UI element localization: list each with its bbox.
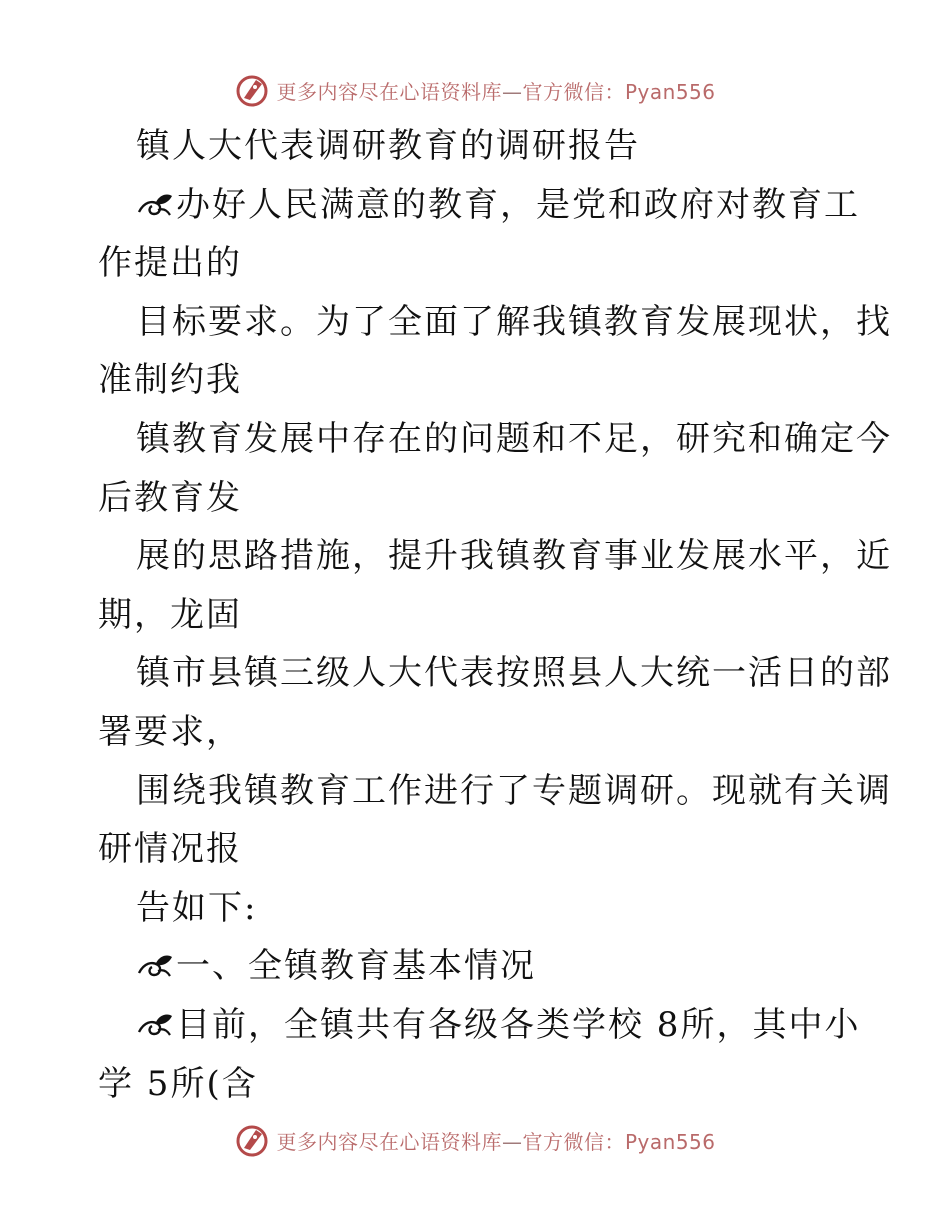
document-line-text: 期，龙固 [98,594,242,635]
document-line [98,595,242,635]
document-line-text: 围绕我镇教育工作进行了专题调研。现就有关调 [136,770,892,811]
document-line-text: 目前，全镇共有各级各类学校 8所，其中小 [176,1005,861,1045]
document-line-text: 署要求， [98,712,242,752]
document-line-text: 镇教育发展中存在的问题和不足，研究和确定今 [136,419,892,459]
watermark-text [276,1126,715,1155]
document-line-text: 告如下: [136,887,258,928]
document-line [136,419,892,459]
document-line [98,712,242,752]
document-line [136,888,257,928]
watermark-wechat-label: 官方微信： [522,1129,625,1154]
watermark-wechat-label: 官方微信： [522,79,625,104]
document-line-text: 准制约我 [98,360,242,401]
document-line [136,536,892,576]
document-line [136,946,536,986]
document-line-text: 学 5所(含 [98,1063,258,1104]
footer-watermark [0,1120,950,1160]
document-line [136,126,640,166]
document-line-text: 目标要求。为了全面了解我镇教育发展现状，找 [136,301,892,342]
leaf-swirl-bullet-icon [136,190,174,220]
document-line [136,771,892,811]
document-line-text: 镇人大代表调研教育的调研报告 [136,126,640,166]
watermark-wechat-id: Pyan556 [624,1129,716,1154]
watermark-wechat-id: Pyan556 [624,79,716,104]
watermark-separator: — [501,79,523,104]
document-line-text: 研情况报 [98,829,242,870]
document-line [98,1064,258,1104]
pen-nib-logo-icon [234,1122,270,1158]
document-line [98,829,242,869]
watermark-separator: — [501,1129,523,1154]
document-line [98,478,242,518]
document-line-text: 作提出的 [98,243,242,284]
document-line-text: 一、全镇教育基本情况 [176,946,536,987]
leaf-swirl-bullet-icon [136,1010,174,1040]
document-line [136,302,892,342]
document-line [136,653,892,693]
watermark-brand: 更多内容尽在心语资料库 [276,1129,502,1154]
document-line [136,1005,860,1045]
document-line [98,243,242,283]
document-line-text: 后教育发 [98,477,242,518]
document-line-text: 展的思路措施，提升我镇教育事业发展水平，近 [136,536,892,577]
document-line [136,185,860,225]
watermark-brand: 更多内容尽在心语资料库 [276,79,502,104]
document-line [98,360,242,400]
document-line-text: 办好人民满意的教育，是党和政府对教育工 [176,184,860,225]
document-line-text: 镇市县镇三级人大代表按照县人大统一活日的部 [136,653,892,694]
leaf-swirl-bullet-icon [136,951,174,981]
